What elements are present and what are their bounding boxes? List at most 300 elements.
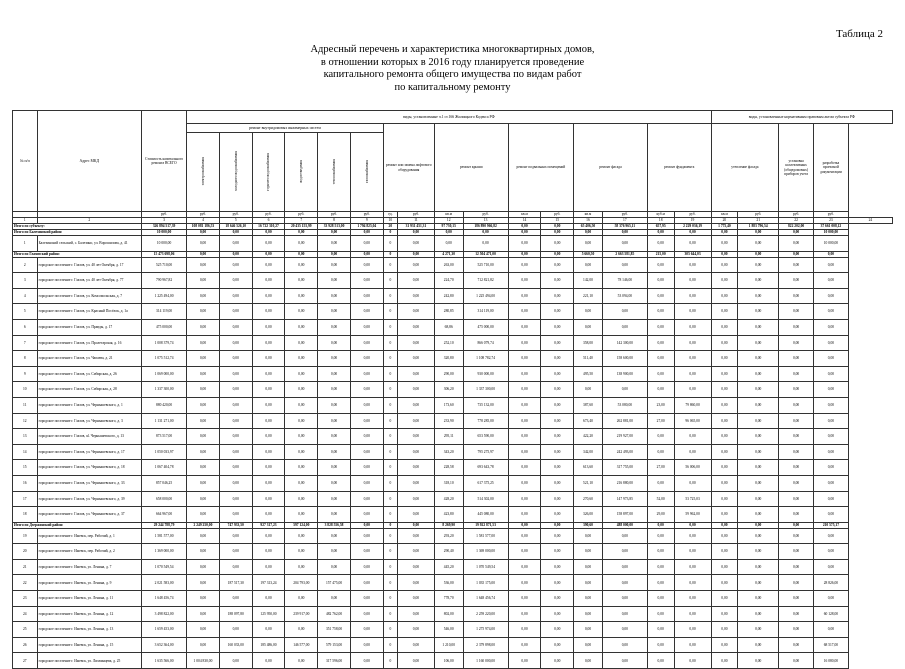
row-value: 0,00 bbox=[711, 382, 738, 398]
row-value: 1 075 512,74 bbox=[142, 351, 187, 367]
row-value: 0,00 bbox=[187, 429, 220, 445]
column-number-cell: 5 bbox=[219, 218, 252, 224]
row-value: 185 486,00 bbox=[252, 637, 285, 653]
summary-value: 20 bbox=[383, 224, 397, 230]
row-value: 0,00 bbox=[814, 444, 849, 460]
summary-value: 0,00 bbox=[350, 522, 383, 528]
row-value: 0,00 bbox=[711, 591, 738, 607]
row-value: 0,00 bbox=[711, 653, 738, 669]
row-value: 0,00 bbox=[674, 382, 711, 398]
table-row bbox=[13, 257, 893, 273]
row-value: 0,00 bbox=[398, 544, 435, 560]
unit-cell: руб. bbox=[814, 212, 849, 218]
row-value: 0,00 bbox=[602, 236, 647, 252]
row-value: 0,00 bbox=[779, 507, 814, 523]
header-design: разработка проектной документации bbox=[814, 124, 849, 212]
row-value: 790 967,82 bbox=[142, 273, 187, 289]
table-row bbox=[13, 507, 893, 523]
row-value: 482 762,00 bbox=[318, 606, 351, 622]
row-value: 0,00 bbox=[318, 429, 351, 445]
row-address: городское поселение г. Ижевск, ул. Ленина, д. 7 bbox=[37, 559, 141, 575]
row-value: 0,00 bbox=[674, 622, 711, 638]
header-gas: газоснабжения bbox=[350, 133, 383, 212]
row-value: 0,00 bbox=[674, 637, 711, 653]
row-value: 0,00 bbox=[814, 397, 849, 413]
row-value: 0,00 bbox=[508, 444, 541, 460]
row-value: 1 635 566,00 bbox=[142, 653, 187, 669]
row-number: 20 bbox=[13, 544, 38, 560]
row-value: 0,00 bbox=[541, 559, 574, 575]
unit-cell: руб. bbox=[779, 212, 814, 218]
header-heating: теплоснабжения bbox=[318, 133, 351, 212]
header-group-main: виды, установленные ч.1 ст.166 Жилищного Кодекса РФ bbox=[187, 111, 712, 124]
row-value: 0,00 bbox=[285, 591, 318, 607]
row-value: 0,00 bbox=[674, 288, 711, 304]
unit-cell: руб. bbox=[318, 212, 351, 218]
summary-value: 0,00 bbox=[738, 230, 779, 236]
row-value: 0,00 bbox=[285, 544, 318, 560]
row-value: 0,00 bbox=[398, 273, 435, 289]
row-value: 0,00 bbox=[738, 637, 779, 653]
row-number: 5 bbox=[13, 304, 38, 320]
summary-value: 18 646 526,10 bbox=[219, 224, 252, 230]
row-value: 0,00 bbox=[318, 507, 351, 523]
unit-cell: руб. bbox=[463, 212, 508, 218]
summary-value: 822 202,00 bbox=[779, 224, 814, 230]
row-value: 317 755,00 bbox=[602, 460, 647, 476]
row-value: 0,00 bbox=[779, 637, 814, 653]
row-value: 1 337 300,00 bbox=[463, 382, 508, 398]
row-value: 0,00 bbox=[674, 335, 711, 351]
header-facade: ремонт фасада bbox=[574, 124, 648, 212]
row-value: 320,80 bbox=[434, 351, 463, 367]
row-value: 0,00 bbox=[602, 637, 647, 653]
unit-cell: кв.м bbox=[434, 212, 463, 218]
row-value: 0,00 bbox=[219, 444, 252, 460]
row-value: 1 225 494,00 bbox=[463, 288, 508, 304]
row-value: 0,00 bbox=[318, 475, 351, 491]
row-value: 0,00 bbox=[738, 528, 779, 544]
row-value: 0,00 bbox=[647, 319, 674, 335]
row-value: 0,00 bbox=[647, 257, 674, 273]
row-value: 0,00 bbox=[814, 288, 849, 304]
row-value: 0,00 bbox=[674, 273, 711, 289]
row-value: 0,00 bbox=[814, 559, 849, 575]
row-value: 428,20 bbox=[434, 491, 463, 507]
table-number: Таблица 2 bbox=[835, 28, 883, 40]
summary-value: 0,00 bbox=[711, 230, 738, 236]
row-value: 712 821,82 bbox=[463, 273, 508, 289]
row-value: 78 146,00 bbox=[602, 273, 647, 289]
unit-cell: руб. bbox=[602, 212, 647, 218]
row-value: 0,00 bbox=[350, 319, 383, 335]
row-value: 0,00 bbox=[252, 257, 285, 273]
row-value: 0,00 bbox=[711, 622, 738, 638]
row-value: 475 000,00 bbox=[463, 319, 508, 335]
row-value: 0,00 bbox=[350, 351, 383, 367]
row-value: 0,00 bbox=[508, 382, 541, 398]
row-number: 26 bbox=[13, 637, 38, 653]
row-value: 0,00 bbox=[187, 288, 220, 304]
row-value: 0,00 bbox=[779, 653, 814, 669]
row-value: 0,00 bbox=[674, 653, 711, 669]
row-value: 0,00 bbox=[219, 397, 252, 413]
column-number-cell: 8 bbox=[318, 218, 351, 224]
row-value: 0,00 bbox=[285, 460, 318, 476]
row-value: 0,00 bbox=[219, 319, 252, 335]
row-value: 0,00 bbox=[602, 559, 647, 575]
row-value: 0,00 bbox=[814, 429, 849, 445]
row-value: 0,00 bbox=[350, 397, 383, 413]
row-value: 29,00 bbox=[647, 507, 674, 523]
header-group-engineering: ремонт внутридомовых инженерных систем bbox=[187, 124, 384, 133]
row-value: 0,00 bbox=[814, 413, 849, 429]
unit-cell: руб. bbox=[187, 212, 220, 218]
row-value: 0,00 bbox=[711, 273, 738, 289]
summary-label: Итого по субъекту: bbox=[13, 224, 142, 230]
row-value: 0,00 bbox=[508, 288, 541, 304]
row-address: городское поселение г. Глазов, ул. Чернышевского, д. 37 bbox=[37, 507, 141, 523]
row-value: 0,00 bbox=[541, 351, 574, 367]
row-value: 0,00 bbox=[738, 413, 779, 429]
column-number-cell: 14 bbox=[508, 218, 541, 224]
row-value: 0,00 bbox=[187, 491, 220, 507]
table-row bbox=[13, 622, 893, 638]
row-number: 25 bbox=[13, 622, 38, 638]
row-value: 1 004 830,00 bbox=[187, 653, 220, 669]
row-value: 0,00 bbox=[541, 366, 574, 382]
row-value: 0,00 bbox=[779, 606, 814, 622]
summary-value: 1 883 796,54 bbox=[738, 224, 779, 230]
row-value: 0 bbox=[383, 382, 397, 398]
table-row bbox=[13, 351, 893, 367]
row-value: 0,00 bbox=[318, 413, 351, 429]
row-value: 0 bbox=[383, 304, 397, 320]
row-value: 0,00 bbox=[711, 319, 738, 335]
row-value: 0,00 bbox=[252, 304, 285, 320]
row-value: 27,00 bbox=[647, 413, 674, 429]
row-value: 160 033,00 bbox=[219, 637, 252, 653]
row-value: 0,00 bbox=[738, 382, 779, 398]
row-value: 0,00 bbox=[508, 351, 541, 367]
summary-value: 0,00 bbox=[541, 251, 574, 257]
row-value: 735 132,00 bbox=[463, 397, 508, 413]
unit-cell: ед. bbox=[383, 212, 397, 218]
table-row bbox=[13, 606, 893, 622]
row-number: 12 bbox=[13, 413, 38, 429]
row-value: 0,00 bbox=[252, 351, 285, 367]
row-value: 0,00 bbox=[463, 236, 508, 252]
row-value: 0,00 bbox=[398, 429, 435, 445]
row-value: 0,00 bbox=[647, 606, 674, 622]
summary-value: 65 406,50 bbox=[574, 224, 603, 230]
row-value: 0,00 bbox=[541, 382, 574, 398]
table-row bbox=[13, 559, 893, 575]
row-value: 0,00 bbox=[674, 606, 711, 622]
row-value: 0,00 bbox=[711, 397, 738, 413]
column-number-cell: 22 bbox=[779, 218, 814, 224]
row-value: 0,00 bbox=[350, 366, 383, 382]
row-number: 18 bbox=[13, 507, 38, 523]
row-value: 0,00 bbox=[574, 544, 603, 560]
column-number-cell: 9 bbox=[350, 218, 383, 224]
row-number: 2 bbox=[13, 257, 38, 273]
summary-value: 33 928 513,00 bbox=[318, 224, 351, 230]
row-value: 0,00 bbox=[187, 591, 220, 607]
row-value: 0,00 bbox=[285, 257, 318, 273]
row-value: 0,00 bbox=[602, 528, 647, 544]
row-value: 0,00 bbox=[318, 335, 351, 351]
unit-cell: руб. bbox=[252, 212, 285, 218]
row-value: 0,00 bbox=[508, 622, 541, 638]
row-value: 0,00 bbox=[711, 351, 738, 367]
summary-value: 0,00 bbox=[187, 251, 220, 257]
row-value: 0,00 bbox=[674, 575, 711, 591]
row-value: 0,00 bbox=[318, 491, 351, 507]
row-value: 0 bbox=[383, 351, 397, 367]
row-value: 0,00 bbox=[711, 304, 738, 320]
row-value: 0,00 bbox=[318, 559, 351, 575]
row-address: Балезинский сельский, с. Балезино, ул. Ворошилова, д. 41 bbox=[37, 236, 141, 252]
row-value: 0,00 bbox=[219, 382, 252, 398]
row-value: 0,00 bbox=[541, 637, 574, 653]
summary-value: 5 660,50 bbox=[574, 251, 603, 257]
row-value: 0,00 bbox=[814, 335, 849, 351]
row-value: 0,00 bbox=[814, 460, 849, 476]
column-number-cell: 23 bbox=[814, 218, 849, 224]
row-value: 0,00 bbox=[187, 397, 220, 413]
row-value: 1 160 000,00 bbox=[463, 653, 508, 669]
row-value: 387,60 bbox=[574, 397, 603, 413]
row-value: 0,00 bbox=[647, 273, 674, 289]
header-foundation: ремонт фундамента bbox=[647, 124, 711, 212]
summary-value: 37 661 008,12 bbox=[814, 224, 849, 230]
row-value: 0,00 bbox=[318, 444, 351, 460]
row-value: 0,00 bbox=[779, 382, 814, 398]
summary-value: 186 890 966,82 bbox=[463, 224, 508, 230]
row-value: 0 bbox=[383, 559, 397, 575]
row-value: 0,00 bbox=[779, 304, 814, 320]
row-value: 0 bbox=[383, 591, 397, 607]
row-value: 0,00 bbox=[779, 622, 814, 638]
row-value: 343,20 bbox=[434, 444, 463, 460]
summary-value: 305 644,03 bbox=[674, 251, 711, 257]
row-value: 0,00 bbox=[398, 288, 435, 304]
row-value: 0,00 bbox=[398, 397, 435, 413]
row-value: 0,00 bbox=[738, 236, 779, 252]
header-hot-water: горячего водоснабжения bbox=[252, 133, 285, 212]
row-value: 0,00 bbox=[398, 528, 435, 544]
row-number: 27 bbox=[13, 653, 38, 669]
row-value: 0,00 bbox=[541, 475, 574, 491]
row-value: 0,00 bbox=[674, 236, 711, 252]
row-value: 0,00 bbox=[252, 528, 285, 544]
summary-value: 10 000,00 bbox=[142, 230, 187, 236]
row-value: 0,00 bbox=[541, 236, 574, 252]
row-value: 0,00 bbox=[252, 413, 285, 429]
summary-value: 0,00 bbox=[574, 230, 603, 236]
row-value: 0,00 bbox=[219, 257, 252, 273]
row-value: 0,00 bbox=[350, 507, 383, 523]
row-value: 0,00 bbox=[285, 382, 318, 398]
row-value: 0,00 bbox=[738, 491, 779, 507]
column-number-cell: 13 bbox=[463, 218, 508, 224]
row-value: 0,00 bbox=[187, 475, 220, 491]
header-insulation: утепление фасада bbox=[711, 124, 779, 212]
row-value: 653 590,00 bbox=[463, 429, 508, 445]
row-value: 0,00 bbox=[285, 528, 318, 544]
row-value: 263,00 bbox=[434, 257, 463, 273]
row-value: 3 498 822,00 bbox=[142, 606, 187, 622]
summary-value: 3 828 556,58 bbox=[318, 522, 351, 528]
summary-value: 4 271,30 bbox=[434, 251, 463, 257]
row-value: 53 094,00 bbox=[602, 288, 647, 304]
row-value: 0,00 bbox=[674, 351, 711, 367]
unit-cell: кв.м bbox=[508, 212, 541, 218]
row-value: 0,00 bbox=[187, 507, 220, 523]
row-value: 880 420,00 bbox=[142, 397, 187, 413]
summary-value: 0,00 bbox=[711, 251, 738, 257]
row-value: 0,00 bbox=[398, 335, 435, 351]
row-value: 0,00 bbox=[285, 304, 318, 320]
header-address: Адрес МКД bbox=[37, 111, 141, 212]
column-number-cell: 16 bbox=[574, 218, 603, 224]
row-value: 270,60 bbox=[574, 491, 603, 507]
row-value: 0,00 bbox=[779, 397, 814, 413]
row-value: 0,00 bbox=[318, 257, 351, 273]
row-value: 0,00 bbox=[285, 559, 318, 575]
row-value: 0,00 bbox=[541, 491, 574, 507]
header-meters: установка коллективных (общедомовых) приборов учета bbox=[779, 124, 814, 212]
row-value: 0,00 bbox=[252, 429, 285, 445]
column-number-cell: 1 bbox=[13, 218, 38, 224]
row-value: 0,00 bbox=[711, 444, 738, 460]
row-value: 0,00 bbox=[398, 304, 435, 320]
row-value: 0,00 bbox=[252, 460, 285, 476]
column-number-cell: 18 bbox=[647, 218, 674, 224]
row-address: городское поселение г. Глазов, ул. Чернышевского, д. 3 bbox=[37, 413, 141, 429]
summary-value: 0,00 bbox=[508, 251, 541, 257]
row-value: 0,00 bbox=[219, 236, 252, 252]
row-value: 1 070 549,54 bbox=[463, 559, 508, 575]
row-value: 0,00 bbox=[647, 653, 674, 669]
row-value: 0,00 bbox=[674, 304, 711, 320]
row-address: городское поселение г. Глазов, ул. Пролетарская, д. 16 bbox=[37, 335, 141, 351]
summary-value: 0,00 bbox=[541, 224, 574, 230]
table-row bbox=[13, 653, 893, 669]
row-value: 351 758,00 bbox=[318, 622, 351, 638]
row-value: 0,00 bbox=[814, 319, 849, 335]
unit-cell: кв.м bbox=[711, 212, 738, 218]
summary-value: 0,00 bbox=[508, 522, 541, 528]
row-value: 0 bbox=[383, 397, 397, 413]
row-value: 1 581 577,00 bbox=[463, 528, 508, 544]
row-value: 0,00 bbox=[219, 288, 252, 304]
row-value: 0,00 bbox=[350, 429, 383, 445]
table-row bbox=[13, 382, 893, 398]
summary-value: 0,00 bbox=[779, 230, 814, 236]
table-row bbox=[13, 444, 893, 460]
row-value: 0 bbox=[383, 366, 397, 382]
row-value: 0,00 bbox=[508, 591, 541, 607]
row-value: 0,00 bbox=[779, 460, 814, 476]
summary-value: 0,00 bbox=[252, 251, 285, 257]
row-value: 0,00 bbox=[285, 622, 318, 638]
row-value: 0,00 bbox=[674, 257, 711, 273]
row-value: 0,00 bbox=[711, 413, 738, 429]
row-value: 0,00 bbox=[508, 366, 541, 382]
row-value: 0,00 bbox=[602, 591, 647, 607]
row-value: 27,00 bbox=[647, 460, 674, 476]
row-value: 795 275,97 bbox=[463, 444, 508, 460]
row-address: городское поселение г. Глазов, ул. Чапаева, д. 21 bbox=[37, 351, 141, 367]
row-value: 873 517,00 bbox=[142, 429, 187, 445]
document-title bbox=[200, 44, 705, 94]
table-row bbox=[13, 575, 893, 591]
row-value: 445,20 bbox=[434, 559, 463, 575]
row-value: 0,00 bbox=[285, 366, 318, 382]
row-value: 0,00 bbox=[574, 528, 603, 544]
row-value: 0 bbox=[383, 288, 397, 304]
row-value: 1 369 000,00 bbox=[142, 544, 187, 560]
row-value: 0,00 bbox=[285, 335, 318, 351]
row-value: 1 067 404,78 bbox=[142, 460, 187, 476]
summary-value: 0,00 bbox=[779, 522, 814, 528]
row-value: 157 475,00 bbox=[318, 575, 351, 591]
row-value: 318,10 bbox=[434, 475, 463, 491]
row-value: 0,00 bbox=[508, 653, 541, 669]
row-value: 0,00 bbox=[508, 397, 541, 413]
row-value: 342,00 bbox=[574, 444, 603, 460]
table-row bbox=[13, 236, 893, 252]
row-value: 0,00 bbox=[219, 544, 252, 560]
unit-cell: руб. bbox=[398, 212, 435, 218]
row-value: 0 bbox=[383, 257, 397, 273]
header-cold-water: холодного водоснабжения bbox=[219, 133, 252, 212]
row-address: городское поселение г. Глазов, ул. Чернышевского, д. 17 bbox=[37, 444, 141, 460]
table-row bbox=[13, 591, 893, 607]
row-value: 290,40 bbox=[434, 544, 463, 560]
row-value: 0,00 bbox=[602, 653, 647, 669]
title-line-2: в отношении которых в 2016 году планируется проведение bbox=[320, 56, 585, 68]
summary-value: 15 473 698,06 bbox=[142, 251, 187, 257]
row-value: 0,00 bbox=[350, 413, 383, 429]
row-value: 187 517,30 bbox=[219, 575, 252, 591]
row-value: 0,00 bbox=[711, 257, 738, 273]
row-value: 0,00 bbox=[252, 444, 285, 460]
row-value: 0,00 bbox=[350, 273, 383, 289]
row-value: 0,00 bbox=[187, 528, 220, 544]
row-value: 0,00 bbox=[814, 591, 849, 607]
row-value: 0,00 bbox=[219, 507, 252, 523]
row-value: 0,00 bbox=[738, 559, 779, 575]
row-number: 14 bbox=[13, 444, 38, 460]
row-value: 511,40 bbox=[574, 351, 603, 367]
row-value: 0,00 bbox=[711, 606, 738, 622]
table-row bbox=[13, 460, 893, 476]
row-value: 0,00 bbox=[219, 622, 252, 638]
row-value: 3 652 364,00 bbox=[142, 637, 187, 653]
title-line-3: капитального ремонта общего имущества по видам работ bbox=[323, 69, 582, 80]
row-value: 0,00 bbox=[674, 319, 711, 335]
row-value: 0,00 bbox=[252, 544, 285, 560]
row-value: 0,00 bbox=[508, 319, 541, 335]
row-value: 0,00 bbox=[398, 351, 435, 367]
row-value: 0,00 bbox=[602, 304, 647, 320]
row-value: 0,00 bbox=[508, 257, 541, 273]
row-value: 142 300,00 bbox=[602, 335, 647, 351]
row-value: 0,00 bbox=[779, 366, 814, 382]
